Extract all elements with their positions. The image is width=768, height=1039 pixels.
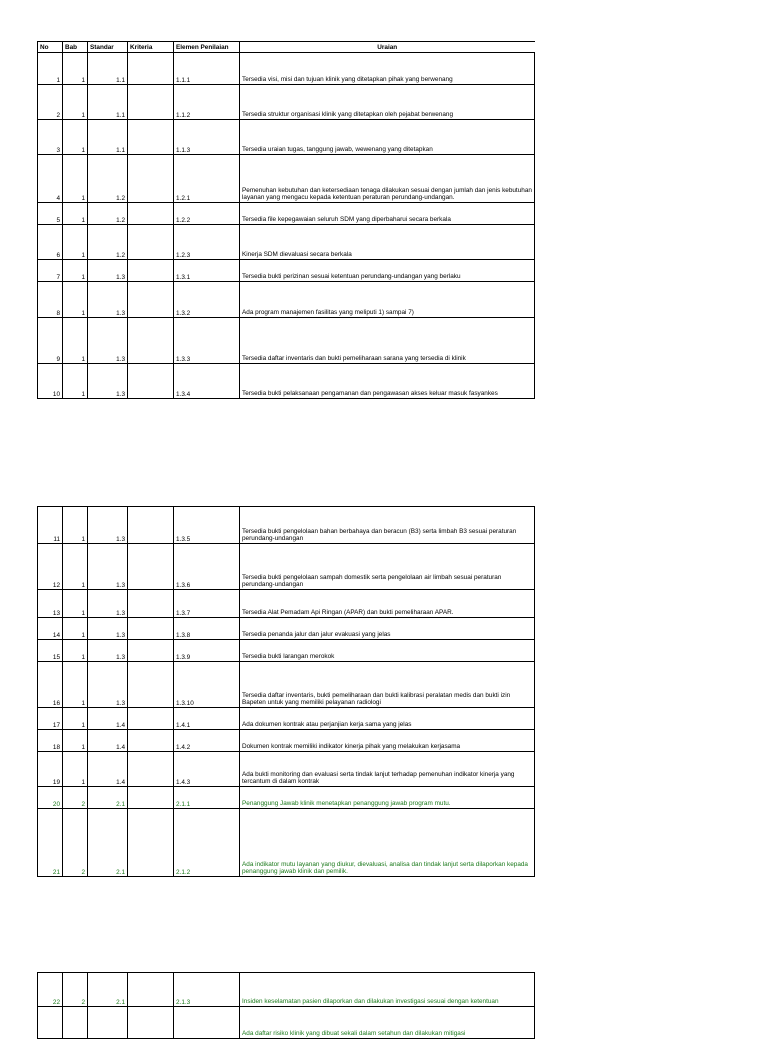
cell-standar: 1.3 [88,618,128,640]
cell-bab: 1 [63,618,88,640]
cell-standar: 1.1 [88,85,128,120]
assessment-table-1 [37,41,535,399]
cell-bab: 1 [63,752,88,787]
cell-bab: 1 [63,53,88,85]
cell-elemen: 2.1.3 [174,973,240,1007]
cell-bab: 1 [63,225,88,260]
header-bab: Bab [63,42,88,53]
cell-standar: 1.3 [88,544,128,590]
cell-uraian: Tersedia Alat Pemadam Api Ringan (APAR) dan bukti pemeliharaan APAR. [240,590,535,618]
cell-standar: 1.1 [88,53,128,85]
cell-uraian: Penanggung Jawab klinik menetapkan penanggung jawab program mutu. [240,787,535,809]
cell-uraian: Insiden keselamatan pasien dilaporkan dan dilakukan investigasi sesuai dengan ketentuan [240,973,535,1007]
cell-kriteria [128,260,174,282]
table-row [38,318,535,364]
cell-kriteria [128,973,174,1007]
table-row [38,507,535,544]
cell-standar: 2.1 [88,787,128,809]
cell-uraian: Tersedia visi, misi dan tujuan klinik yang ditetapkan pihak yang berwenang [240,53,535,85]
cell-kriteria [128,120,174,155]
cell-uraian: Tersedia bukti pengelolaan sampah domestik serta pengelolaan air limbah sesuai peraturan perundang-undangan [240,544,535,590]
cell-standar [88,1007,128,1039]
cell-elemen [174,1007,240,1039]
cell-kriteria [128,544,174,590]
cell-elemen: 1.3.7 [174,590,240,618]
cell-uraian: Tersedia daftar inventaris, bukti pemeliharaan dan bukti kalibrasi peralatan medis dan bukti izin Bapeten untuk yang memiliki pelayanan radiologi [240,662,535,708]
cell-elemen: 1.3.4 [174,364,240,399]
table-row [38,640,535,662]
cell-no [38,1007,63,1039]
header-elemen: Elemen Penilaian [174,42,240,53]
cell-kriteria [128,507,174,544]
cell-kriteria [128,730,174,752]
cell-standar: 1.2 [88,203,128,225]
table-row [38,260,535,282]
table-row [38,1007,535,1039]
cell-uraian: Dokumen kontrak memiliki indikator kinerja pihak yang melakukan kerjasama [240,730,535,752]
cell-no: 8 [38,282,63,318]
cell-uraian: Ada daftar risiko klinik yang dibuat sekali dalam setahun dan dilakukan mitigasi [240,1007,535,1039]
cell-uraian: Tersedia bukti larangan merokok [240,640,535,662]
cell-kriteria [128,282,174,318]
header-row [38,42,535,53]
cell-elemen: 1.4.2 [174,730,240,752]
table-row [38,973,535,1007]
cell-bab: 1 [63,85,88,120]
cell-kriteria [128,708,174,730]
cell-standar: 1.3 [88,260,128,282]
table-row [38,544,535,590]
cell-standar: 1.3 [88,282,128,318]
cell-no: 10 [38,364,63,399]
cell-standar: 1.3 [88,662,128,708]
cell-elemen: 1.3.10 [174,662,240,708]
assessment-table-2 [37,506,535,877]
cell-no: 19 [38,752,63,787]
cell-bab: 1 [63,590,88,618]
cell-bab: 2 [63,787,88,809]
cell-elemen: 1.3.1 [174,260,240,282]
table-row [38,282,535,318]
cell-kriteria [128,787,174,809]
cell-bab: 1 [63,318,88,364]
cell-kriteria [128,155,174,203]
table-row [38,752,535,787]
cell-kriteria [128,662,174,708]
cell-no: 16 [38,662,63,708]
cell-bab: 1 [63,507,88,544]
header-uraian: Uraian [240,42,535,53]
cell-standar: 1.4 [88,708,128,730]
cell-uraian: Ada program manajemen fasilitas yang meliputi 1) sampai 7) [240,282,535,318]
cell-elemen: 1.2.2 [174,203,240,225]
header-standar: Standar [88,42,128,53]
cell-standar: 2.1 [88,973,128,1007]
cell-no: 21 [38,809,63,877]
cell-uraian: Tersedia struktur organisasi klinik yang ditetapkan oleh pejabat berwenang [240,85,535,120]
cell-bab: 1 [63,364,88,399]
table-row [38,120,535,155]
cell-no: 12 [38,544,63,590]
cell-elemen: 1.3.8 [174,618,240,640]
cell-no: 15 [38,640,63,662]
cell-elemen: 1.3.2 [174,282,240,318]
table-row [38,708,535,730]
cell-bab: 1 [63,708,88,730]
cell-no: 9 [38,318,63,364]
cell-uraian: Tersedia bukti pelaksanaan pengamanan dan pengawasan akses keluar masuk fasyankes [240,364,535,399]
cell-no: 2 [38,85,63,120]
cell-standar: 1.3 [88,318,128,364]
cell-kriteria [128,203,174,225]
cell-no: 3 [38,120,63,155]
cell-kriteria [128,590,174,618]
table-row [38,809,535,877]
cell-no: 18 [38,730,63,752]
cell-elemen: 1.2.1 [174,155,240,203]
cell-no: 1 [38,53,63,85]
table-row [38,155,535,203]
cell-standar: 1.3 [88,507,128,544]
cell-bab: 1 [63,662,88,708]
cell-standar: 1.4 [88,752,128,787]
cell-elemen: 1.1.3 [174,120,240,155]
cell-uraian: Pemenuhan kebutuhan dan ketersediaan tenaga dilakukan sesuai dengan jumlah dan jenis kebutuhan layanan yang mengacu kepada ketentuan peraturan perundang-undangan. [240,155,535,203]
cell-bab: 1 [63,120,88,155]
table-row [38,787,535,809]
cell-kriteria [128,364,174,399]
table-section-3 [37,972,534,1039]
cell-kriteria [128,225,174,260]
header-kriteria: Kriteria [128,42,174,53]
cell-bab: 1 [63,260,88,282]
cell-no: 4 [38,155,63,203]
cell-uraian: Tersedia bukti perizinan sesuai ketentuan perundang-undangan yang berlaku [240,260,535,282]
cell-elemen: 2.1.1 [174,787,240,809]
cell-kriteria [128,640,174,662]
cell-no: 17 [38,708,63,730]
cell-uraian: Tersedia uraian tugas, tanggung jawab, wewenang yang ditetapkan [240,120,535,155]
cell-standar: 1.3 [88,590,128,618]
cell-uraian: Ada indikator mutu layanan yang diukur, dievaluasi, analisa dan tindak lanjut serta dilaporkan kepada penanggung jawab klinik dan pemilik. [240,809,535,877]
table-row [38,618,535,640]
cell-elemen: 1.3.5 [174,507,240,544]
cell-no: 5 [38,203,63,225]
cell-standar: 1.2 [88,225,128,260]
cell-standar: 2.1 [88,809,128,877]
table-row [38,364,535,399]
table-row [38,225,535,260]
cell-uraian: Tersedia bukti pengelolaan bahan berbahaya dan beracun (B3) serta limbah B3 sesuai peraturan perundang-undangan [240,507,535,544]
cell-uraian: Tersedia penanda jalur dan jalur evakuasi yang jelas [240,618,535,640]
cell-no: 6 [38,225,63,260]
cell-uraian: Ada bukti monitoring dan evaluasi serta tindak lanjut terhadap pemenuhan indikator kinerja yang tercantum di dalam kontrak [240,752,535,787]
cell-elemen: 1.3.6 [174,544,240,590]
cell-uraian: Kinerja SDM dievaluasi secara berkala [240,225,535,260]
cell-elemen: 1.2.3 [174,225,240,260]
cell-kriteria [128,53,174,85]
cell-bab: 1 [63,282,88,318]
table-row [38,662,535,708]
cell-bab: 2 [63,973,88,1007]
cell-bab: 1 [63,640,88,662]
cell-bab: 1 [63,730,88,752]
cell-elemen: 1.3.9 [174,640,240,662]
cell-bab: 1 [63,203,88,225]
table-section-1 [37,41,534,399]
cell-bab: 1 [63,544,88,590]
table-section-2 [37,506,534,877]
cell-no: 7 [38,260,63,282]
cell-no: 13 [38,590,63,618]
table-row [38,53,535,85]
cell-kriteria [128,752,174,787]
cell-kriteria [128,809,174,877]
cell-no: 20 [38,787,63,809]
cell-elemen: 1.4.1 [174,708,240,730]
cell-standar: 1.2 [88,155,128,203]
assessment-table-3 [37,972,535,1039]
cell-uraian: Tersedia daftar inventaris dan bukti pemeliharaan sarana yang tersedia di klinik [240,318,535,364]
cell-standar: 1.3 [88,364,128,399]
table-row [38,730,535,752]
cell-elemen: 1.4.3 [174,752,240,787]
cell-bab: 2 [63,809,88,877]
cell-standar: 1.4 [88,730,128,752]
cell-kriteria [128,618,174,640]
cell-elemen: 1.1.1 [174,53,240,85]
cell-elemen: 1.3.3 [174,318,240,364]
cell-bab [63,1007,88,1039]
cell-elemen: 1.1.2 [174,85,240,120]
cell-uraian: Tersedia file kepegawaian seluruh SDM yang diperbaharui secara berkala [240,203,535,225]
cell-no: 14 [38,618,63,640]
cell-standar: 1.1 [88,120,128,155]
table-row [38,590,535,618]
cell-kriteria [128,318,174,364]
cell-kriteria [128,1007,174,1039]
table-row [38,85,535,120]
cell-elemen: 2.1.2 [174,809,240,877]
cell-no: 22 [38,973,63,1007]
cell-kriteria [128,85,174,120]
cell-no: 11 [38,507,63,544]
cell-standar: 1.3 [88,640,128,662]
cell-bab: 1 [63,155,88,203]
table-row [38,203,535,225]
cell-uraian: Ada dokumen kontrak atau perjanjian kerja sama yang jelas [240,708,535,730]
header-no: No [38,42,63,53]
